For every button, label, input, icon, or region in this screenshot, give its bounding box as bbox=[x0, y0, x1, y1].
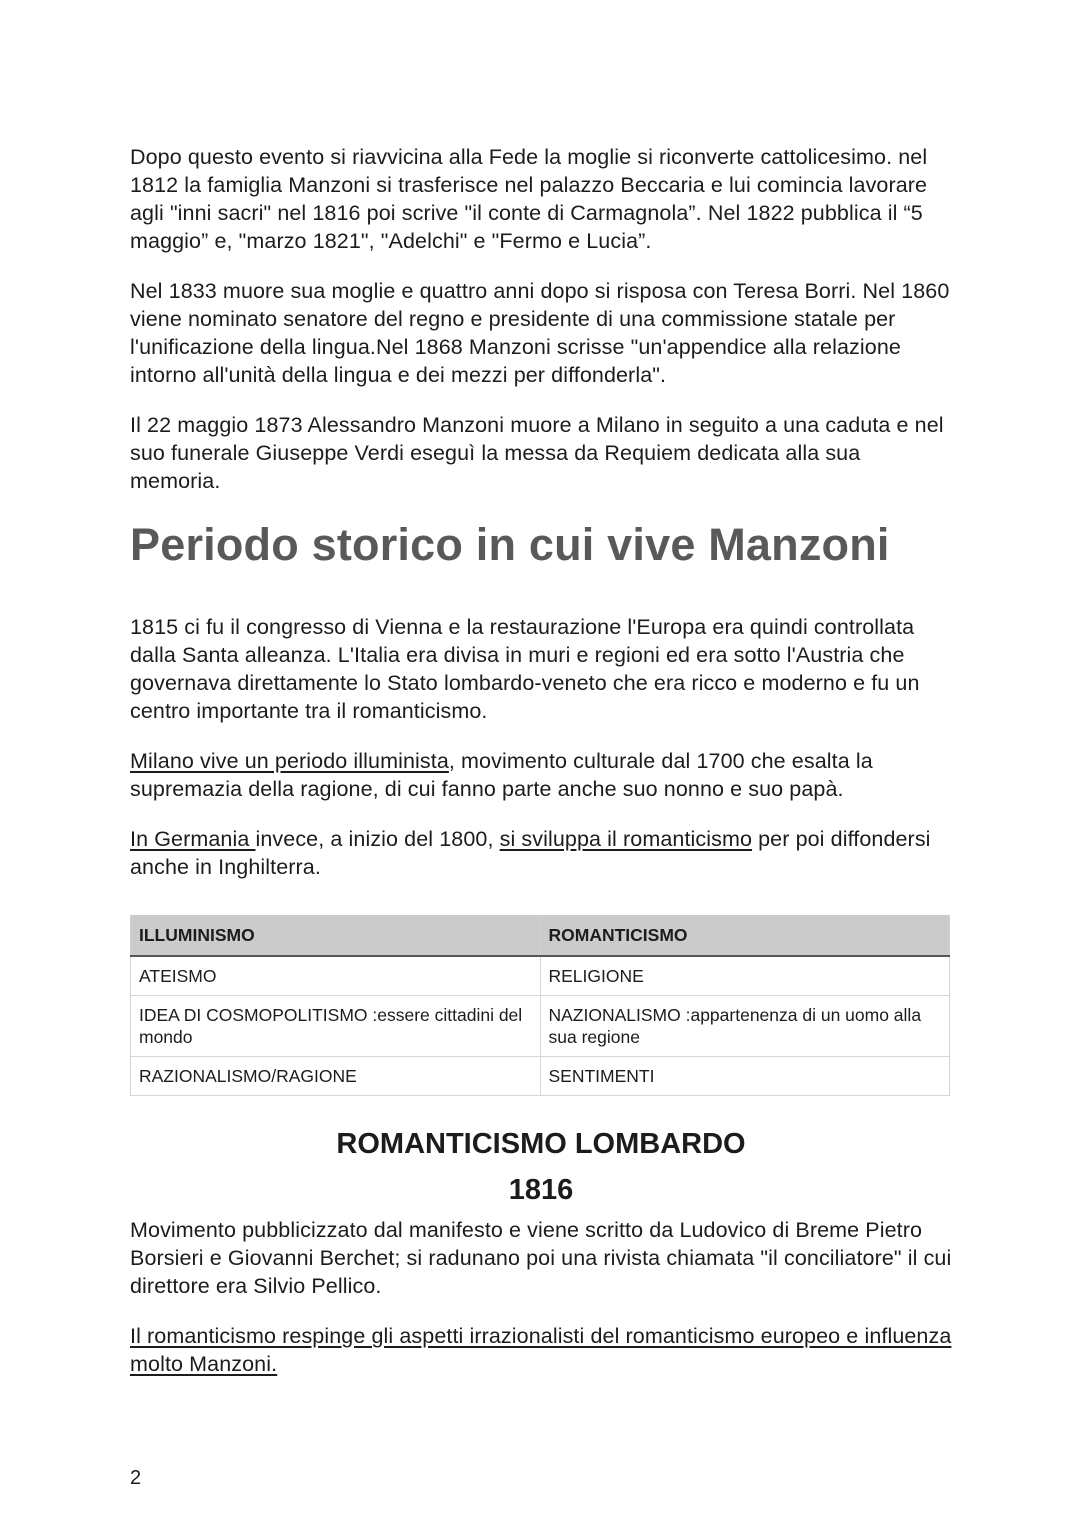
paragraph-text: invece, a inizio del 1800, bbox=[255, 827, 500, 851]
underlined-text: si sviluppa il romanticismo bbox=[499, 827, 753, 851]
comparison-table bbox=[130, 915, 950, 1096]
underlined-text: In Germania bbox=[130, 827, 256, 851]
table-cell: IDEA DI COSMOPOLITISMO :essere cittadini del mondo bbox=[131, 996, 541, 1057]
table-header-row bbox=[131, 915, 950, 956]
table-row bbox=[131, 956, 950, 996]
table-cell: ATEISMO bbox=[131, 956, 541, 996]
table-cell: NAZIONALISMO :appartenenza di un uomo alla sua regione bbox=[540, 996, 950, 1057]
section-title: Periodo storico in cui vive Manzoni bbox=[130, 519, 890, 570]
paragraph-lombardo-1: Movimento pubblicizzato dal manifesto e viene scritto da Ludovico di Breme Pietro Borsieri e Giovanni Berchet; si radunano poi una rivista chiamata "il conciliatore" il cui direttore era Silvio Pellico. bbox=[130, 1218, 952, 1298]
table-cell: SENTIMENTI bbox=[540, 1057, 950, 1096]
paragraph-history-2 bbox=[130, 747, 952, 803]
paragraph-text: , movimento culturale dal 1700 che esalta la supremazia della ragione, di cui fanno parte anche suo nonno e suo papà. bbox=[130, 749, 873, 801]
table-cell: RAZIONALISMO/RAGIONE bbox=[131, 1057, 541, 1096]
paragraph-history-3 bbox=[130, 825, 952, 881]
page-number: 2 bbox=[130, 1467, 142, 1489]
paragraph-history-1: 1815 ci fu il congresso di Vienna e la restaurazione l'Europa era quindi controllata dalla Santa alleanza. L'Italia era divisa in muri e regioni ed era sotto l'Austria che governava direttamente lo Stato lombardo-veneto che era ricco e moderno e fu un centro importante tra il romanticismo. bbox=[130, 615, 920, 723]
subheading: ROMANTICISMO LOMBARDO bbox=[336, 1128, 746, 1160]
paragraph-text: per poi diffondersi anche in Inghilterra. bbox=[130, 827, 931, 879]
paragraph-lombardo-2: Il romanticismo respinge gli aspetti irrazionalisti del romanticismo europeo e influenza molto Manzoni. bbox=[130, 1324, 952, 1376]
paragraph-bio-2: Nel 1833 muore sua moglie e quattro anni dopo si risposa con Teresa Borri. Nel 1860 viene nominato senatore del regno e presidente di una commissione statale per l'unificazione della lingua.Nel 1868 Manzoni scrisse "un'appendice alla relazione intorno all'unità della lingua e dei mezzi per diffonderla". bbox=[130, 279, 950, 387]
subheading-year: 1816 bbox=[508, 1174, 574, 1206]
document-page bbox=[130, 143, 952, 1400]
table-row bbox=[131, 1057, 950, 1096]
paragraph-bio-1: Dopo questo evento si riavvicina alla Fede la moglie si riconverte cattolicesimo. nel 1812 la famiglia Manzoni si trasferisce nel palazzo Beccaria e lui comincia lavorare agli "inni sacri" nel 1816 poi scrive "il conte di Carmagnola”. Nel 1822 pubblica il “5 maggio” e, "marzo 1821", "Adelchi" e "Fermo e Lucia”. bbox=[130, 145, 928, 253]
table-row bbox=[131, 996, 950, 1057]
paragraph-bio-3: Il 22 maggio 1873 Alessandro Manzoni muore a Milano in seguito a una caduta e nel suo funerale Giuseppe Verdi eseguì la messa da Requiem dedicata alla sua memoria. bbox=[130, 413, 944, 493]
table-cell: RELIGIONE bbox=[540, 956, 950, 996]
table-header-cell: ILLUMINISMO bbox=[131, 915, 541, 956]
table-header-cell: ROMANTICISMO bbox=[540, 915, 950, 956]
underlined-text: Milano vive un periodo illuminista bbox=[130, 749, 449, 773]
